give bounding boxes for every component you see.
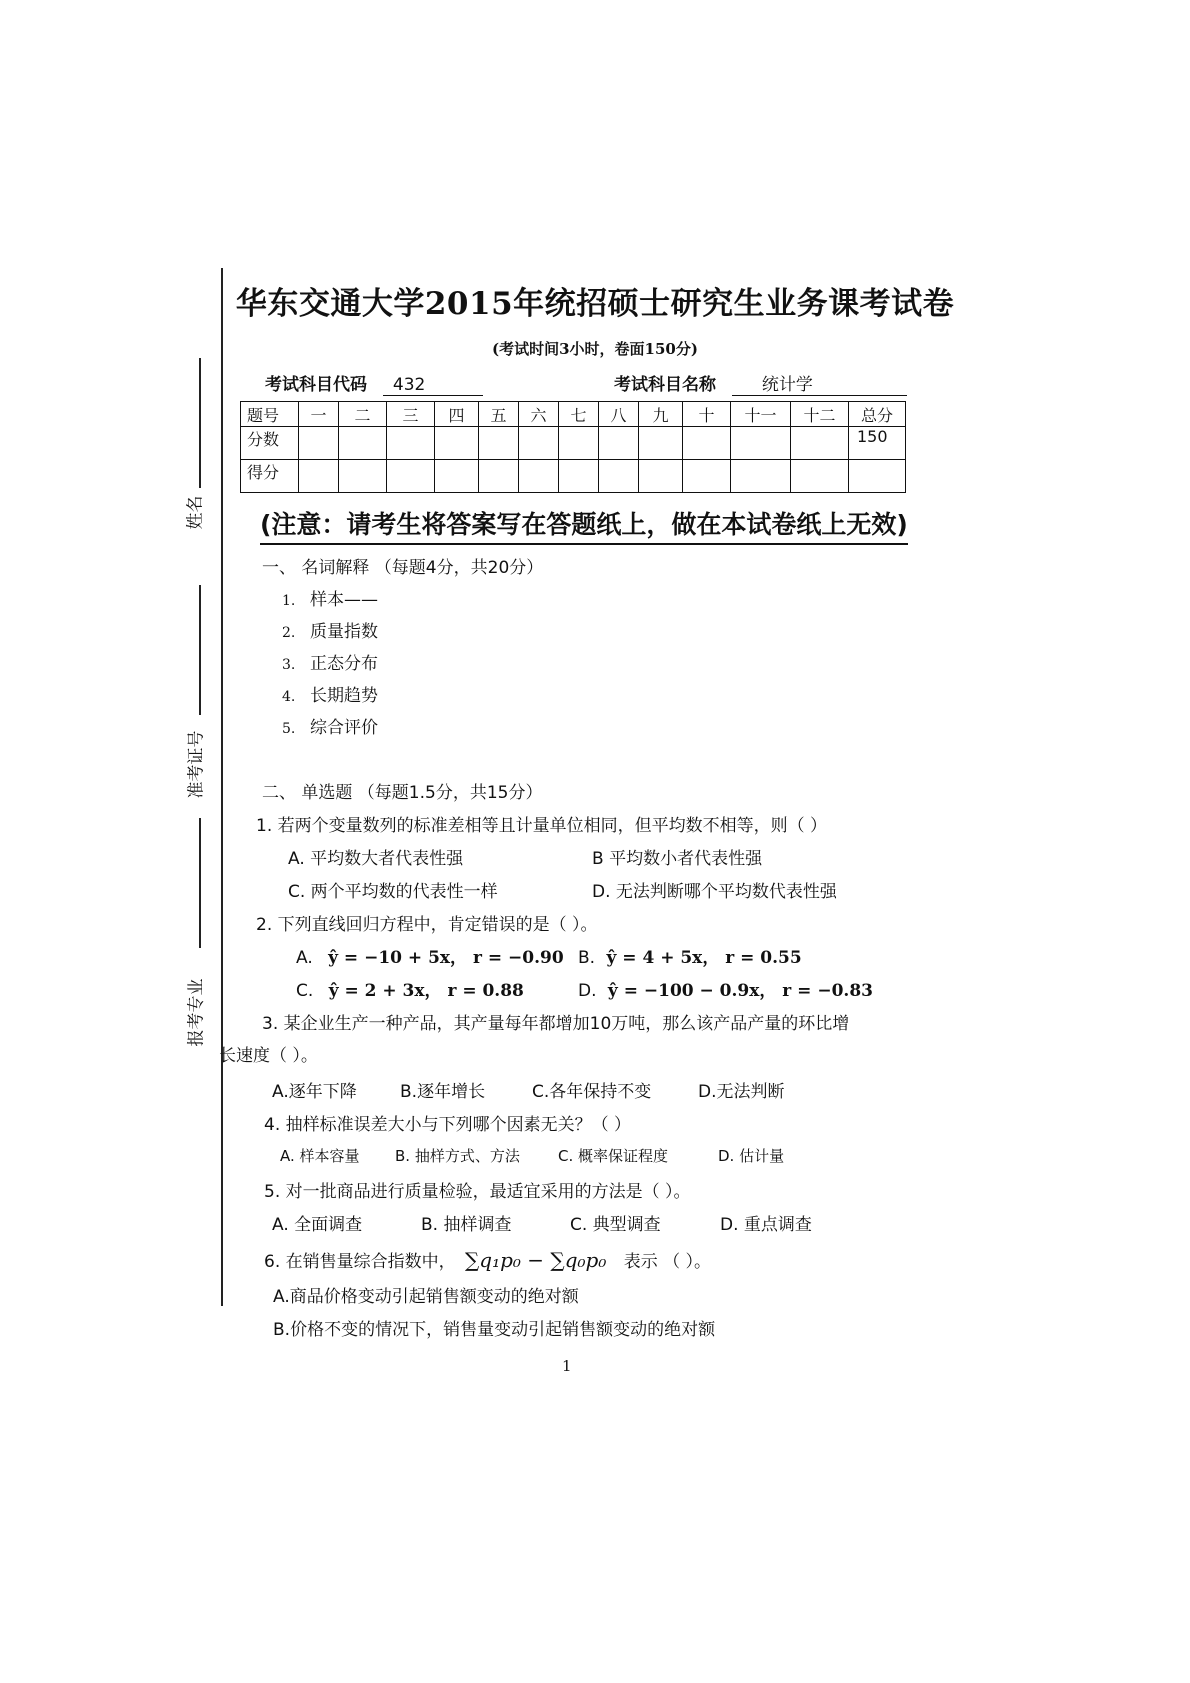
question-3-stem-line1: 3. 某企业生产一种产品，其产量每年都增加10万吨，那么该产品产量的环比增: [262, 1014, 850, 1034]
table-cell: 题号: [241, 402, 299, 427]
question-5-option-a: A. 全面调查: [272, 1215, 363, 1235]
question-2-option-b: B. ŷ = 4 + 5x， r = 0.55: [578, 948, 802, 968]
table-cell: 四: [435, 402, 479, 427]
name-label: 姓名: [185, 495, 206, 530]
question-2-option-a: A. ŷ = −10 + 5x， r = −0.90: [296, 948, 564, 968]
question-2-stem: 2. 下列直线回归方程中，肯定错误的是（ ）。: [256, 915, 598, 935]
subject-code-label: 考试科目代码: [265, 375, 367, 395]
question-5-option-b: B. 抽样调查: [421, 1215, 512, 1235]
table-points-row: [241, 427, 906, 460]
question-1-stem: 1. 若两个变量数列的标准差相等且计量单位相同，但平均数不相等，则（ ）: [256, 816, 828, 836]
table-cell: 总分: [849, 402, 906, 427]
major-label: 报考专业: [186, 978, 207, 1047]
score-table: [240, 401, 906, 493]
question-2-option-c: C. ŷ = 2 + 3x， r = 0.88: [296, 981, 524, 1001]
question-6-option-b: B.价格不变的情况下，销售量变动引起销售额变动的绝对额: [273, 1320, 716, 1340]
section1-title: 一、 名词解释 （每题4分，共20分）: [262, 558, 544, 578]
table-cell: 三: [387, 402, 435, 427]
exam-id-label: 准考证号: [186, 730, 207, 799]
list-item: 5. 综合评价: [282, 718, 378, 738]
list-item: 2. 质量指数: [282, 622, 378, 642]
subject-name-row: [614, 370, 907, 396]
question-5-option-d: D. 重点调查: [720, 1215, 812, 1235]
question-4-option-b: B. 抽样方式、方法: [395, 1147, 520, 1165]
sum-formula: ∑q₁p₀ − ∑q₀p₀: [465, 1248, 607, 1272]
question-3-stem-line2: 长速度（ ）。: [219, 1046, 318, 1066]
question-2-option-d: D. ŷ = −100 − 0.9x， r = −0.83: [578, 981, 873, 1001]
question-5-stem: 5. 对一批商品进行质量检验，最适宜采用的方法是（ ）。: [264, 1182, 691, 1202]
exam-id-fill-line: [199, 585, 201, 715]
exam-title: 华东交通大学2015年统招硕士研究生业务课考试卷: [235, 286, 955, 322]
question-4-option-c: C. 概率保证程度: [558, 1147, 669, 1165]
name-fill-line: [199, 358, 201, 488]
exam-subtitle: (考试时间3小时，卷面150分): [492, 340, 698, 358]
table-cell: 六: [519, 402, 559, 427]
table-cell: 得分: [241, 460, 299, 493]
question-1-option-d: D. 无法判断哪个平均数代表性强: [592, 882, 837, 902]
question-6-stem: 6. 在销售量综合指数中， ∑q₁p₀ − ∑q₀p₀ 表示 （ ）。: [264, 1248, 712, 1272]
question-5-option-c: C. 典型调查: [570, 1215, 661, 1235]
table-cell: 七: [559, 402, 599, 427]
subject-name-value: 统计学: [732, 370, 907, 396]
question-1-option-c: C. 两个平均数的代表性一样: [288, 882, 498, 902]
table-cell: 九: [639, 402, 683, 427]
major-fill-line: [199, 818, 201, 948]
table-cell: 一: [299, 402, 339, 427]
question-3-option-b: B.逐年增长: [400, 1082, 486, 1102]
table-cell: 十二: [791, 402, 849, 427]
table-cell: 二: [339, 402, 387, 427]
subject-name-label: 考试科目名称: [614, 375, 716, 395]
table-cell: 十一: [731, 402, 791, 427]
question-4-option-d: D. 估计量: [718, 1147, 785, 1165]
table-cell: 十: [683, 402, 731, 427]
table-score-row: [241, 460, 906, 493]
question-3-option-a: A.逐年下降: [272, 1082, 357, 1102]
section2-title: 二、 单选题 （每题1.5分，共15分）: [262, 783, 543, 803]
question-4-stem: 4. 抽样标准误差大小与下列哪个因素无关？（ ）: [264, 1115, 632, 1135]
table-header-row: [241, 402, 906, 427]
binding-margin-line: [221, 268, 223, 1306]
question-1-option-a: A. 平均数大者代表性强: [288, 849, 464, 869]
question-1-option-b: B 平均数小者代表性强: [592, 849, 763, 869]
table-cell: 分数: [241, 427, 299, 460]
question-3-option-c: C.各年保持不变: [532, 1082, 652, 1102]
list-item: 4. 长期趋势: [282, 686, 378, 706]
page-number: 1: [562, 1357, 572, 1375]
question-3-option-d: D.无法判断: [698, 1082, 785, 1102]
list-item: 1. 样本——: [282, 590, 378, 610]
subject-code-row: [265, 370, 483, 396]
list-item: 3. 正态分布: [282, 654, 378, 674]
table-cell: 五: [479, 402, 519, 427]
question-4-option-a: A. 样本容量: [280, 1147, 360, 1165]
table-cell: 八: [599, 402, 639, 427]
subject-code-value: 432: [383, 375, 483, 396]
question-6-option-a: A.商品价格变动引起销售额变动的绝对额: [273, 1287, 579, 1307]
total-points-cell: 150: [849, 427, 906, 460]
notice-text: (注意：请考生将答案写在答题纸上，做在本试卷纸上无效): [260, 505, 908, 545]
